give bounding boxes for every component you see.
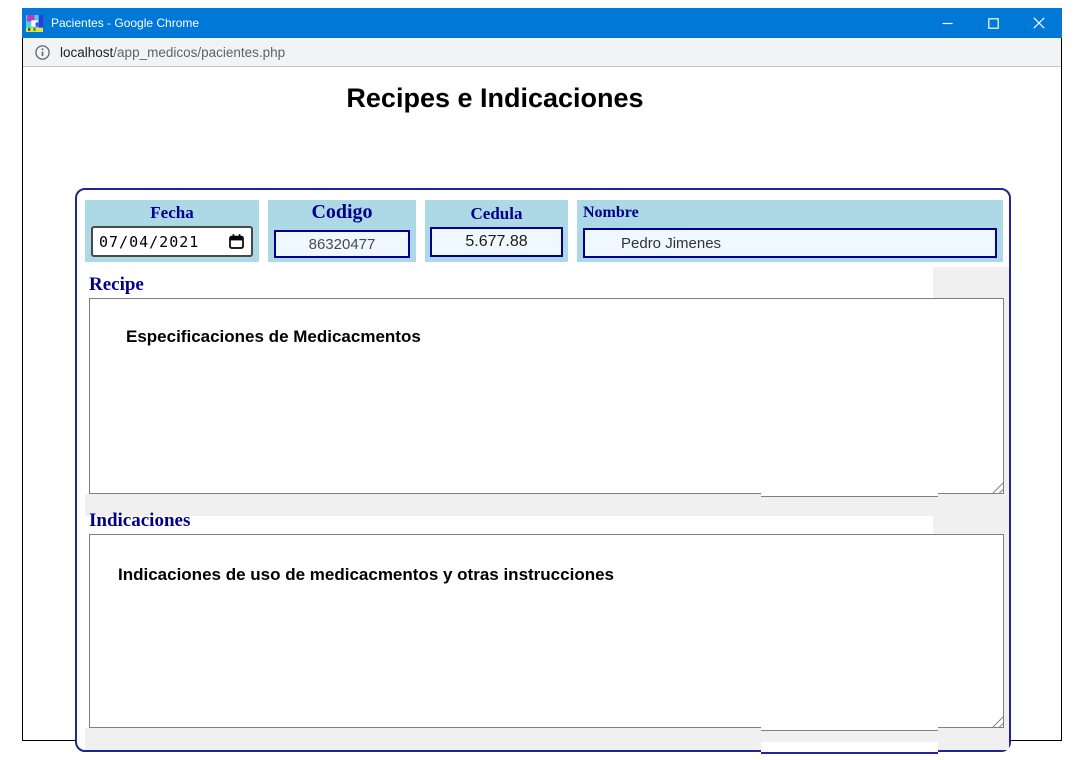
favicon-icon <box>26 15 43 32</box>
fecha-label: Fecha <box>150 203 194 222</box>
url-path: /app_medicos/pacientes.php <box>113 44 286 60</box>
window-title: Pacientes - Google Chrome <box>51 16 200 30</box>
fecha-date-input[interactable] <box>91 226 253 257</box>
indicaciones-textarea[interactable] <box>89 534 1004 728</box>
recipe-label: Recipe <box>89 274 144 295</box>
codigo-field-group <box>268 200 416 262</box>
maximize-icon <box>988 18 999 29</box>
nombre-field-group <box>577 200 1003 262</box>
minimize-icon <box>942 18 953 29</box>
nombre-label: Nombre <box>583 204 639 221</box>
panel-border-step <box>761 742 938 754</box>
close-button[interactable] <box>1016 8 1062 38</box>
info-icon[interactable] <box>35 45 50 60</box>
maximize-button[interactable] <box>970 8 1016 38</box>
calendar-icon[interactable] <box>228 233 245 250</box>
browser-window <box>22 8 1062 741</box>
panel-gray-band <box>85 494 1009 516</box>
codigo-label: Codigo <box>311 201 373 223</box>
recipe-textarea[interactable] <box>89 298 1004 494</box>
form-panel <box>75 188 1011 752</box>
indicaciones-label: Indicaciones <box>89 510 191 531</box>
page-title: Recipes e Indicaciones <box>346 83 644 113</box>
nombre-input[interactable] <box>583 228 997 258</box>
url-domain: localhost <box>60 44 114 60</box>
fecha-field-group <box>85 200 259 262</box>
recipe-textarea-step <box>761 486 938 497</box>
minimize-button[interactable] <box>924 8 970 38</box>
window-controls <box>924 8 1062 38</box>
close-icon <box>1033 17 1045 29</box>
cedula-label: Cedula <box>470 204 523 223</box>
cedula-input[interactable] <box>430 227 563 257</box>
window-titlebar <box>22 8 1062 38</box>
page-content <box>23 68 1061 740</box>
indicaciones-textarea-step <box>761 720 938 731</box>
cedula-field-group <box>425 200 568 262</box>
url-text[interactable] <box>60 45 285 60</box>
codigo-input[interactable] <box>274 230 410 258</box>
fecha-value[interactable] <box>93 233 211 251</box>
address-bar[interactable] <box>23 38 1061 67</box>
